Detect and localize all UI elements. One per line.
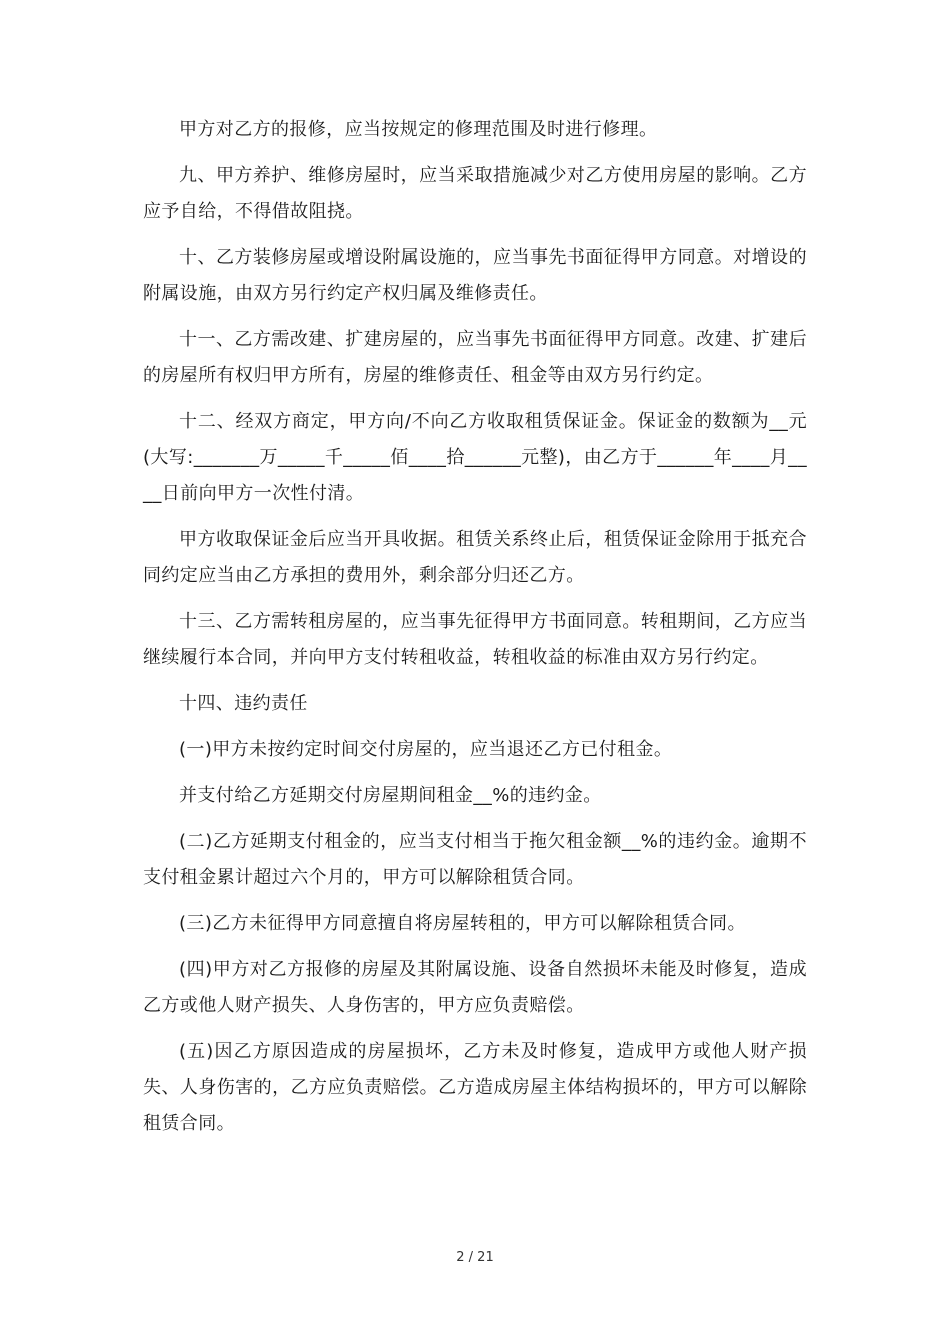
paragraph-clause-11: 十一、乙方需改建、扩建房屋的，应当事先书面征得甲方同意。改建、扩建后的房屋所有权归甲方所有，房屋的维修责任、租金等由双方另行约定。 [143,329,807,386]
paragraph-liability-4: (四)甲方对乙方报修的房屋及其附属设施、设备自然损坏未能及时修复，造成乙方或他人财产损失、人身伤害的，甲方应负责赔偿。 [143,959,807,1016]
paragraph-clause-12: 十二、经双方商定，甲方向/不向乙方收取租赁保证金。保证金的数额为__元(大写:_______万_____千_____佰____拾______元整)，由乙方于______年____月____日前向甲方一次性付清。 [143,411,807,504]
paragraph-repair: 甲方对乙方的报修，应当按规定的修理范围及时进行修理。 [179,119,658,140]
paragraph-liability-3: (三)乙方未征得甲方同意擅自将房屋转租的，甲方可以解除租赁合同。 [179,913,746,934]
paragraph-liability-1-cont: 并支付给乙方延期交付房屋期间租金__%的违约金。 [179,785,602,806]
paragraph-clause-10: 十、乙方装修房屋或增设附属设施的，应当事先书面征得甲方同意。对增设的附属设施，由双方另行约定产权归属及维修责任。 [143,247,807,304]
paragraph-clause-14-heading: 十四、违约责任 [179,693,308,714]
page-number: 2 / 21 [456,1250,494,1265]
paragraph-liability-2: (二)乙方延期支付租金的，应当支付相当于拖欠租金额__%的违约金。逾期不支付租金累计超过六个月的，甲方可以解除租赁合同。 [143,831,807,888]
document-body [143,112,807,1152]
paragraph-liability-5: (五)因乙方原因造成的房屋损坏，乙方未及时修复，造成甲方或他人财产损失、人身伤害的，乙方应负责赔偿。乙方造成房屋主体结构损坏的，甲方可以解除租赁合同。 [143,1041,807,1134]
paragraph-clause-9: 九、甲方养护、维修房屋时，应当采取措施减少对乙方使用房屋的影响。乙方应予自给，不得借故阻挠。 [143,165,807,222]
paragraph-deposit-receipt: 甲方收取保证金后应当开具收据。租赁关系终止后，租赁保证金除用于抵充合同约定应当由乙方承担的费用外，剩余部分归还乙方。 [143,529,807,586]
paragraph-liability-1: (一)甲方未按约定时间交付房屋的，应当退还乙方已付租金。 [179,739,673,760]
paragraph-clause-13: 十三、乙方需转租房屋的，应当事先征得甲方书面同意。转租期间，乙方应当继续履行本合同，并向甲方支付转租收益，转租收益的标准由双方另行约定。 [143,611,807,668]
